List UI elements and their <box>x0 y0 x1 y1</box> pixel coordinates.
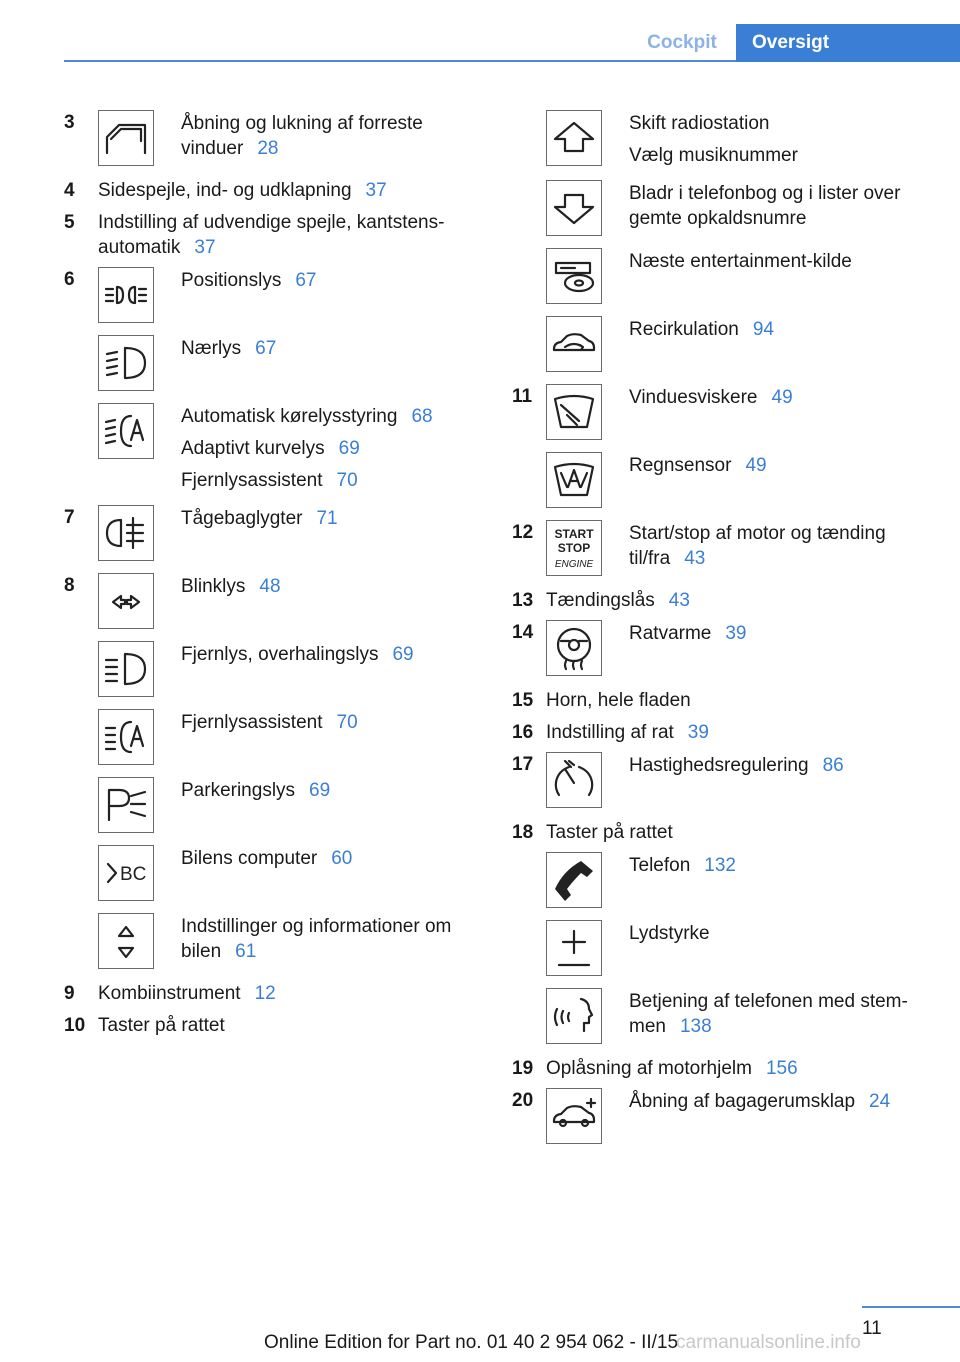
page-number: 11 <box>862 1318 882 1339</box>
item-number: 9 <box>64 983 75 1004</box>
voice-control-icon <box>546 988 602 1044</box>
item-text: Kombiinstrument <box>98 983 241 1004</box>
page-reference-link[interactable]: 39 <box>687 722 709 743</box>
control-entry <box>98 913 484 969</box>
list-item <box>512 688 952 720</box>
control-entry <box>546 316 952 372</box>
page-reference-link[interactable]: 70 <box>336 470 358 491</box>
item-number: 6 <box>64 269 75 290</box>
list-item <box>64 267 484 505</box>
control-entry <box>98 110 484 166</box>
page-reference-link[interactable]: 156 <box>765 1058 798 1079</box>
page-reference-link[interactable]: 39 <box>725 623 747 644</box>
control-entry <box>98 845 484 901</box>
list-item <box>64 110 484 178</box>
window-icon <box>98 110 154 166</box>
entertainment-source-icon <box>546 248 602 304</box>
list-item <box>512 1088 952 1156</box>
page-reference-link[interactable]: 70 <box>336 712 358 733</box>
edition-footer: Online Edition for Part no. 01 40 2 954 062 - II/15 <box>264 1332 679 1353</box>
list-item <box>512 588 952 620</box>
list-item <box>512 520 952 588</box>
control-entry <box>546 920 952 976</box>
item-number: 10 <box>64 1015 86 1036</box>
item-text: Taster på rattet <box>546 822 673 843</box>
page-reference-link[interactable]: 43 <box>668 590 690 611</box>
item-number: 19 <box>512 1058 534 1079</box>
item-text: Bilens computer <box>181 848 318 869</box>
page-reference-link[interactable]: 12 <box>254 983 276 1004</box>
bc-text: BC <box>120 864 147 885</box>
volume-icon <box>546 920 602 976</box>
arrow-down-icon <box>546 180 602 236</box>
item-text: Parkeringslys <box>181 780 296 801</box>
control-entry <box>98 267 484 323</box>
control-entry <box>98 403 484 493</box>
watermark: carmanualsonline.info <box>676 1332 861 1353</box>
list-item <box>64 1013 484 1045</box>
list-item <box>64 210 484 267</box>
item-number: 3 <box>64 112 75 133</box>
item-number: 4 <box>64 180 75 201</box>
item-number: 11 <box>512 386 533 407</box>
item-text: Næste entertainment-kilde <box>629 251 852 272</box>
item-number: 16 <box>512 722 534 743</box>
control-entry <box>546 988 952 1044</box>
page-reference-link[interactable]: 24 <box>869 1091 891 1112</box>
tab-oversigt[interactable]: Oversigt <box>736 24 960 62</box>
list-item <box>512 820 952 1056</box>
page-reference-link[interactable]: 71 <box>316 508 338 529</box>
page-reference-link[interactable]: 69 <box>392 644 414 665</box>
item-text: Blinklys <box>181 576 246 597</box>
svg-text:STOP: STOP <box>557 541 591 555</box>
list-item <box>512 620 952 688</box>
item-text: Automatisk kørelysstyring <box>181 406 398 427</box>
phone-icon <box>546 852 602 908</box>
item-number: 20 <box>512 1090 534 1111</box>
item-text: Lydstyrke <box>629 923 710 944</box>
page-reference-link[interactable]: 68 <box>411 406 433 427</box>
item-number: 13 <box>512 590 534 611</box>
item-text: Nærlys <box>181 338 242 359</box>
item-text: Recirkulation <box>629 319 739 340</box>
position-light-icon <box>98 267 154 323</box>
list-item <box>64 178 484 210</box>
control-entry <box>98 641 484 697</box>
steering-heat-icon <box>546 620 602 676</box>
page-reference-link[interactable]: 37 <box>194 237 216 258</box>
rain-sensor-icon <box>546 452 602 508</box>
item-number: 8 <box>64 575 75 596</box>
page-reference-link[interactable]: 37 <box>365 180 387 201</box>
page-reference-link[interactable]: 67 <box>255 338 277 359</box>
control-entry <box>546 1088 952 1144</box>
rear-fog-light-icon <box>98 505 154 561</box>
cruise-control-icon <box>546 752 602 808</box>
control-entry <box>98 335 484 391</box>
page-reference-link[interactable]: 94 <box>752 319 774 340</box>
right-column <box>512 110 952 1156</box>
list-item <box>64 505 484 573</box>
control-entry <box>546 248 952 304</box>
footer-rule <box>862 1306 960 1308</box>
item-number: 5 <box>64 212 75 233</box>
item-number: 17 <box>512 754 534 775</box>
item-text: Indstilling af udvendige spejle, kantstens-automatik <box>98 212 445 258</box>
item-text: Skift radiostation <box>629 113 770 134</box>
item-text: Adaptivt kurvelys <box>181 438 325 459</box>
page-reference-link[interactable]: 67 <box>295 270 317 291</box>
item-text: Vælg musiknummer <box>629 145 798 166</box>
page-reference-link[interactable]: 28 <box>257 138 279 159</box>
control-entry <box>98 709 484 765</box>
control-entry <box>546 180 952 236</box>
item-text: Regnsensor <box>629 455 732 476</box>
breadcrumb-cockpit[interactable]: Cockpit <box>647 32 717 53</box>
item-number: 7 <box>64 507 75 528</box>
page-reference-link[interactable]: 69 <box>338 438 360 459</box>
item-text: Start/stop af motor og tænding til/fra <box>629 523 886 569</box>
page-reference-link[interactable]: 49 <box>771 387 793 408</box>
item-text: Bladr i telefonbog og i lister over gemte opkaldsnumre <box>629 183 901 229</box>
page-reference-link[interactable]: 138 <box>679 1016 712 1037</box>
list-item <box>512 110 952 384</box>
svg-text:ENGINE: ENGINE <box>554 559 594 570</box>
wiper-icon <box>546 384 602 440</box>
arrow-up-icon <box>546 110 602 166</box>
list-item <box>512 752 952 820</box>
page-reference-link[interactable]: 132 <box>704 855 736 876</box>
item-text: Fjernlysassistent <box>181 470 323 491</box>
control-entry <box>98 573 484 629</box>
list-item <box>512 720 952 752</box>
page-reference-link[interactable]: 60 <box>331 848 353 869</box>
control-entry <box>546 384 952 440</box>
control-entry <box>546 452 952 508</box>
list-item <box>64 573 484 981</box>
high-beam-icon <box>98 641 154 697</box>
item-text: Indstillinger og informationer om bilen <box>181 916 452 962</box>
item-number: 15 <box>512 690 534 711</box>
item-text: Indstilling af rat <box>546 722 674 743</box>
control-entry <box>546 752 952 808</box>
item-number: 12 <box>512 522 534 543</box>
control-entry <box>546 620 952 676</box>
list-item <box>512 384 952 520</box>
turn-signal-icon <box>98 573 154 629</box>
item-text: Åbning af bagagerumsklap <box>629 1091 856 1112</box>
parking-light-icon <box>98 777 154 833</box>
item-text: Telefon <box>629 855 691 876</box>
page-reference-link[interactable]: 48 <box>259 576 281 597</box>
board-computer-icon <box>98 845 154 901</box>
item-text: Horn, hele fladen <box>546 690 691 711</box>
page-reference-link[interactable]: 86 <box>822 755 844 776</box>
control-entry <box>546 110 952 168</box>
item-text: Ratvarme <box>629 623 712 644</box>
item-text: Taster på rattet <box>98 1015 225 1036</box>
item-text: Vinduesviskere <box>629 387 758 408</box>
page-reference-link[interactable]: 43 <box>684 548 706 569</box>
list-item <box>64 981 484 1013</box>
control-entry <box>546 520 952 576</box>
high-beam-assist-icon <box>98 709 154 765</box>
item-number: 18 <box>512 822 534 843</box>
recirculation-icon <box>546 316 602 372</box>
low-beam-icon <box>98 335 154 391</box>
page-reference-link[interactable]: 69 <box>309 780 331 801</box>
start-stop-icon <box>546 520 602 576</box>
trunk-icon <box>546 1088 602 1144</box>
control-entry <box>546 852 952 908</box>
control-entry <box>98 777 484 833</box>
control-entry <box>98 505 484 561</box>
item-text: Positionslys <box>181 270 282 291</box>
item-text: Tændingslås <box>546 590 655 611</box>
left-column <box>64 110 484 1045</box>
item-text: Tågebaglygter <box>181 508 303 529</box>
item-text: Fjernlys, overhalingslys <box>181 644 379 665</box>
list-item <box>512 1056 952 1088</box>
item-text: Betjening af telefonen med stem-men <box>629 991 908 1037</box>
svg-text:START: START <box>554 527 594 541</box>
auto-headlight-icon <box>98 403 154 459</box>
page-reference-link[interactable]: 49 <box>745 455 767 476</box>
item-text: Åbning og lukning af forreste vinduer <box>181 113 423 159</box>
page-reference-link[interactable]: 61 <box>235 941 257 962</box>
item-text: Fjernlysassistent <box>181 712 323 733</box>
settings-arrows-icon <box>98 913 154 969</box>
item-text: Oplåsning af motorhjelm <box>546 1058 752 1079</box>
item-text: Hastighedsregulering <box>629 755 809 776</box>
item-number: 14 <box>512 622 534 643</box>
item-text: Sidespejle, ind- og udklapning <box>98 180 352 201</box>
